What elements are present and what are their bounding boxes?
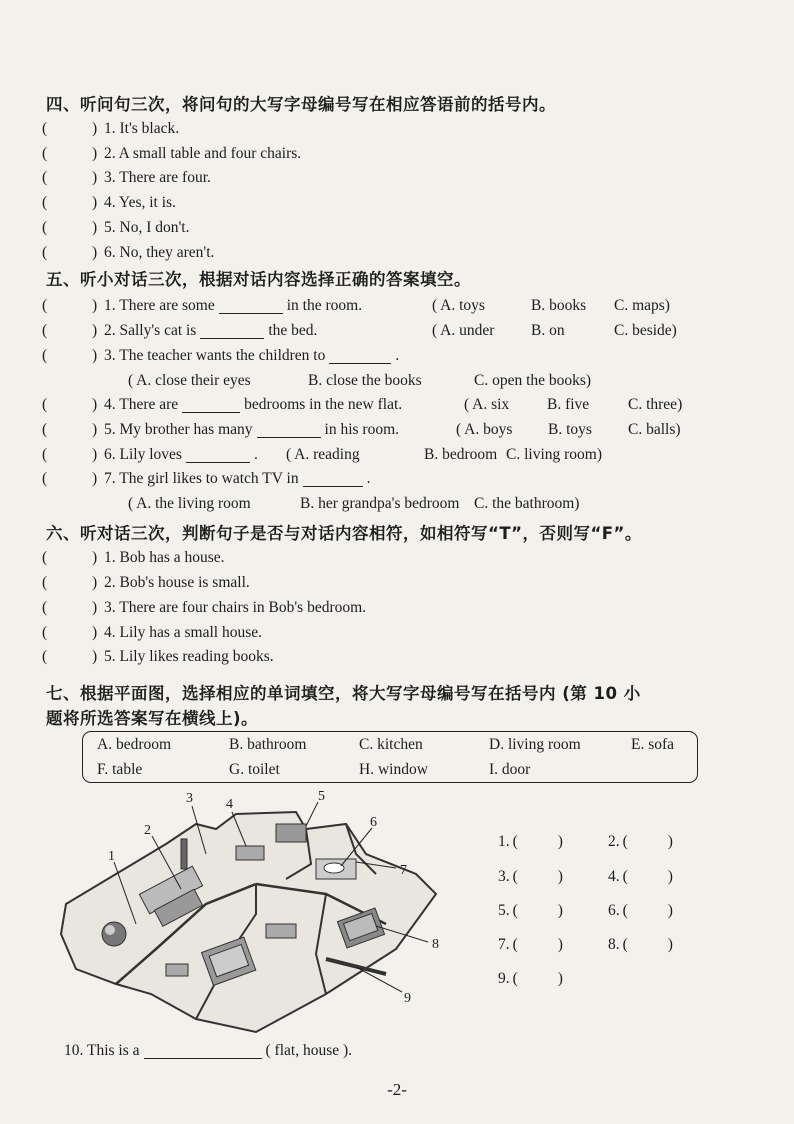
fill-in-blank[interactable]	[329, 349, 391, 364]
plan-label: 7	[400, 863, 407, 878]
paren-open: (	[622, 833, 628, 850]
plan-answer-2	[608, 833, 673, 851]
paren-open: (	[42, 244, 48, 261]
question-text: 2. A small table and four chairs.	[104, 145, 302, 162]
paren-close: )	[92, 549, 98, 566]
answer-option: C. maps)	[614, 297, 670, 314]
section-4-item	[42, 192, 176, 214]
word-bank-item: I. door	[489, 761, 531, 778]
paren-close: )	[92, 347, 98, 364]
paren-close: )	[667, 936, 673, 953]
question-text: .	[366, 470, 371, 487]
answer-number: 2.	[608, 833, 620, 850]
paren-open: (	[42, 297, 48, 314]
paren-close: )	[92, 169, 98, 186]
section-4-item	[42, 118, 179, 140]
q10-answer-blank[interactable]	[144, 1044, 262, 1059]
answer-option: B. close the books	[308, 372, 422, 389]
fill-in-blank[interactable]	[303, 472, 363, 487]
section-4-item	[42, 217, 189, 239]
question-text: 5. Lily likes reading books.	[104, 648, 274, 665]
paren-open: (	[42, 169, 48, 186]
plan-answer-8	[608, 936, 673, 954]
paren-open: (	[42, 599, 48, 616]
fill-in-blank[interactable]	[186, 448, 250, 463]
paren-close: )	[667, 833, 673, 850]
page-number: -2-	[387, 1080, 407, 1099]
paren-close: )	[667, 868, 673, 885]
question-text: in the room.	[286, 297, 363, 314]
question-text: 2. Sally's cat is	[104, 322, 197, 339]
paren-open: (	[42, 549, 48, 566]
answer-option: C. balls)	[628, 421, 681, 438]
paren-close: )	[92, 244, 98, 261]
answer-option: B. toys	[548, 421, 592, 438]
paren-close: )	[92, 145, 98, 162]
paren-open: (	[42, 470, 48, 487]
paren-open: (	[42, 446, 48, 463]
paren-close: )	[667, 902, 673, 919]
answer-option: C. three)	[628, 396, 683, 413]
plan-label: 3	[186, 791, 193, 806]
section-7-title-line1: 七、根据平面图，选择相应的单词填空，将大写字母编号写在括号内 (第 10 小	[46, 684, 641, 703]
plan-answer-3	[498, 868, 563, 886]
answer-number: 7.	[498, 936, 510, 953]
answer-option: B. bedroom	[424, 446, 498, 463]
section-6-item	[42, 622, 262, 644]
paren-close: )	[557, 936, 563, 953]
paren-close: )	[92, 194, 98, 211]
question-text: 6. No, they aren't.	[104, 244, 215, 261]
paren-open: (	[42, 194, 48, 211]
answer-option: ( A. six	[464, 396, 510, 413]
paren-open: (	[42, 219, 48, 236]
question-text: 1. It's black.	[104, 120, 180, 137]
question-text: .	[395, 347, 400, 364]
question-text: 2. Bob's house is small.	[104, 574, 250, 591]
paren-open: (	[512, 936, 518, 953]
word-bank-item: A. bedroom	[97, 736, 172, 753]
section-4-item	[42, 167, 211, 189]
question-text: 1. Bob has a house.	[104, 549, 225, 566]
question-10	[64, 1040, 352, 1062]
paren-close: )	[92, 421, 98, 438]
section-6-item	[42, 572, 250, 594]
answer-option: ( A. boys	[456, 421, 513, 438]
paren-open: (	[622, 902, 628, 919]
word-bank-item: B. bathroom	[229, 736, 307, 753]
question-text: 3. There are four chairs in Bob's bedroom.	[104, 599, 367, 616]
section-6-title: 六、听对话三次，判断句子是否与对话内容相符，如相符写“T”，否则写“F”。	[46, 524, 642, 543]
answer-number: 5.	[498, 902, 510, 919]
fill-in-blank[interactable]	[257, 423, 321, 438]
section-5-item	[42, 295, 362, 317]
q10-text-pre: 10. This is a	[64, 1042, 140, 1059]
answer-option: ( A. under	[432, 322, 495, 339]
answer-option: B. on	[531, 322, 565, 339]
answer-option: B. five	[547, 396, 590, 413]
answer-option: ( A. the living room	[128, 495, 251, 512]
answer-option: C. beside)	[614, 322, 677, 339]
paren-close: )	[92, 648, 98, 665]
paren-close: )	[92, 396, 98, 413]
section-5-item	[42, 320, 317, 342]
plan-answer-9	[498, 970, 563, 988]
paren-open: (	[512, 902, 518, 919]
answer-option: ( A. reading	[286, 446, 360, 463]
fill-in-blank[interactable]	[219, 299, 283, 314]
section-5-item	[42, 345, 399, 367]
question-text: 3. There are four.	[104, 169, 211, 186]
section-5-item	[42, 444, 258, 466]
paren-close: )	[92, 120, 98, 137]
plan-answer-1	[498, 833, 563, 851]
paren-open: (	[622, 868, 628, 885]
paren-open: (	[42, 421, 48, 438]
section-5-item	[42, 468, 370, 490]
paren-open: (	[42, 648, 48, 665]
question-text: 5. No, I don't.	[104, 219, 190, 236]
fill-in-blank[interactable]	[200, 324, 264, 339]
paren-close: )	[92, 574, 98, 591]
fill-in-blank[interactable]	[182, 398, 240, 413]
answer-number: 3.	[498, 868, 510, 885]
plan-answer-7	[498, 936, 563, 954]
word-bank-item: E. sofa	[631, 736, 675, 753]
paren-close: )	[92, 322, 98, 339]
paren-open: (	[42, 624, 48, 641]
plan-label: 4	[226, 797, 233, 812]
section-6-item	[42, 547, 225, 569]
paren-close: )	[557, 868, 563, 885]
section-5-item	[42, 419, 399, 441]
plan-answer-6	[608, 902, 673, 920]
word-bank-item: C. kitchen	[359, 736, 423, 753]
word-bank-item: G. toilet	[229, 761, 280, 778]
section-7-title-line2: 题将所选答案写在横线上)。	[46, 709, 259, 728]
answer-option: C. open the books)	[474, 372, 592, 389]
word-bank-item: F. table	[97, 761, 143, 778]
section-4-item	[42, 143, 301, 165]
section-6-item	[42, 646, 274, 668]
question-text: 7. The girl likes to watch TV in	[104, 470, 299, 487]
paren-close: )	[557, 833, 563, 850]
question-text: 5. My brother has many	[104, 421, 253, 438]
answer-option: ( A. toys	[432, 297, 485, 314]
paren-open: (	[512, 868, 518, 885]
paren-close: )	[92, 446, 98, 463]
floor-plan-illustration	[56, 784, 440, 1034]
answer-number: 4.	[608, 868, 620, 885]
paren-close: )	[92, 297, 98, 314]
paren-open: (	[512, 833, 518, 850]
plan-label: 1	[108, 849, 115, 864]
plan-label: 8	[432, 937, 439, 952]
answer-number: 8.	[608, 936, 620, 953]
answer-option: B. her grandpa's bedroom	[300, 495, 460, 512]
paren-open: (	[42, 120, 48, 137]
paren-close: )	[92, 219, 98, 236]
question-text: .	[253, 446, 258, 463]
word-bank-item: H. window	[359, 761, 428, 778]
question-text: 3. The teacher wants the children to	[104, 347, 326, 364]
paren-open: (	[512, 970, 518, 987]
paren-close: )	[92, 599, 98, 616]
paren-close: )	[557, 970, 563, 987]
section-4-title: 四、听问句三次，将问句的大写字母编号写在相应答语前的括号内。	[46, 95, 556, 114]
section-5-item	[42, 394, 402, 416]
paren-close: )	[92, 624, 98, 641]
paren-close: )	[92, 470, 98, 487]
question-text: in his room.	[324, 421, 400, 438]
q10-text-post: ( flat, house ).	[265, 1042, 353, 1059]
plan-label: 2	[144, 823, 151, 838]
answer-option: B. books	[531, 297, 587, 314]
answer-number: 6.	[608, 902, 620, 919]
section-4-item	[42, 242, 214, 264]
answer-number: 1.	[498, 833, 510, 850]
question-text: 4. There are	[104, 396, 179, 413]
paren-open: (	[42, 396, 48, 413]
paren-open: (	[42, 347, 48, 364]
word-bank-item: D. living room	[489, 736, 581, 753]
answer-option: ( A. close their eyes	[128, 372, 251, 389]
question-text: 6. Lily loves	[104, 446, 182, 463]
plan-label: 6	[370, 815, 377, 830]
plan-answer-5	[498, 902, 563, 920]
section-6-item	[42, 597, 366, 619]
plan-label: 5	[318, 789, 325, 804]
paren-open: (	[42, 574, 48, 591]
word-bank-box	[82, 731, 698, 783]
question-text: bedrooms in the new flat.	[244, 396, 403, 413]
answer-option: C. living room)	[506, 446, 603, 463]
answer-option: C. the bathroom)	[474, 495, 580, 512]
question-text: 4. Lily has a small house.	[104, 624, 262, 641]
question-text: 1. There are some	[104, 297, 215, 314]
paren-close: )	[557, 902, 563, 919]
paren-open: (	[42, 145, 48, 162]
paren-open: (	[622, 936, 628, 953]
paren-open: (	[42, 322, 48, 339]
answer-number: 9.	[498, 970, 510, 987]
section-5-title: 五、听小对话三次，根据对话内容选择正确的答案填空。	[46, 270, 471, 289]
plan-label: 9	[404, 991, 411, 1006]
question-text: the bed.	[268, 322, 318, 339]
plan-answer-4	[608, 868, 673, 886]
question-text: 4. Yes, it is.	[104, 194, 176, 211]
